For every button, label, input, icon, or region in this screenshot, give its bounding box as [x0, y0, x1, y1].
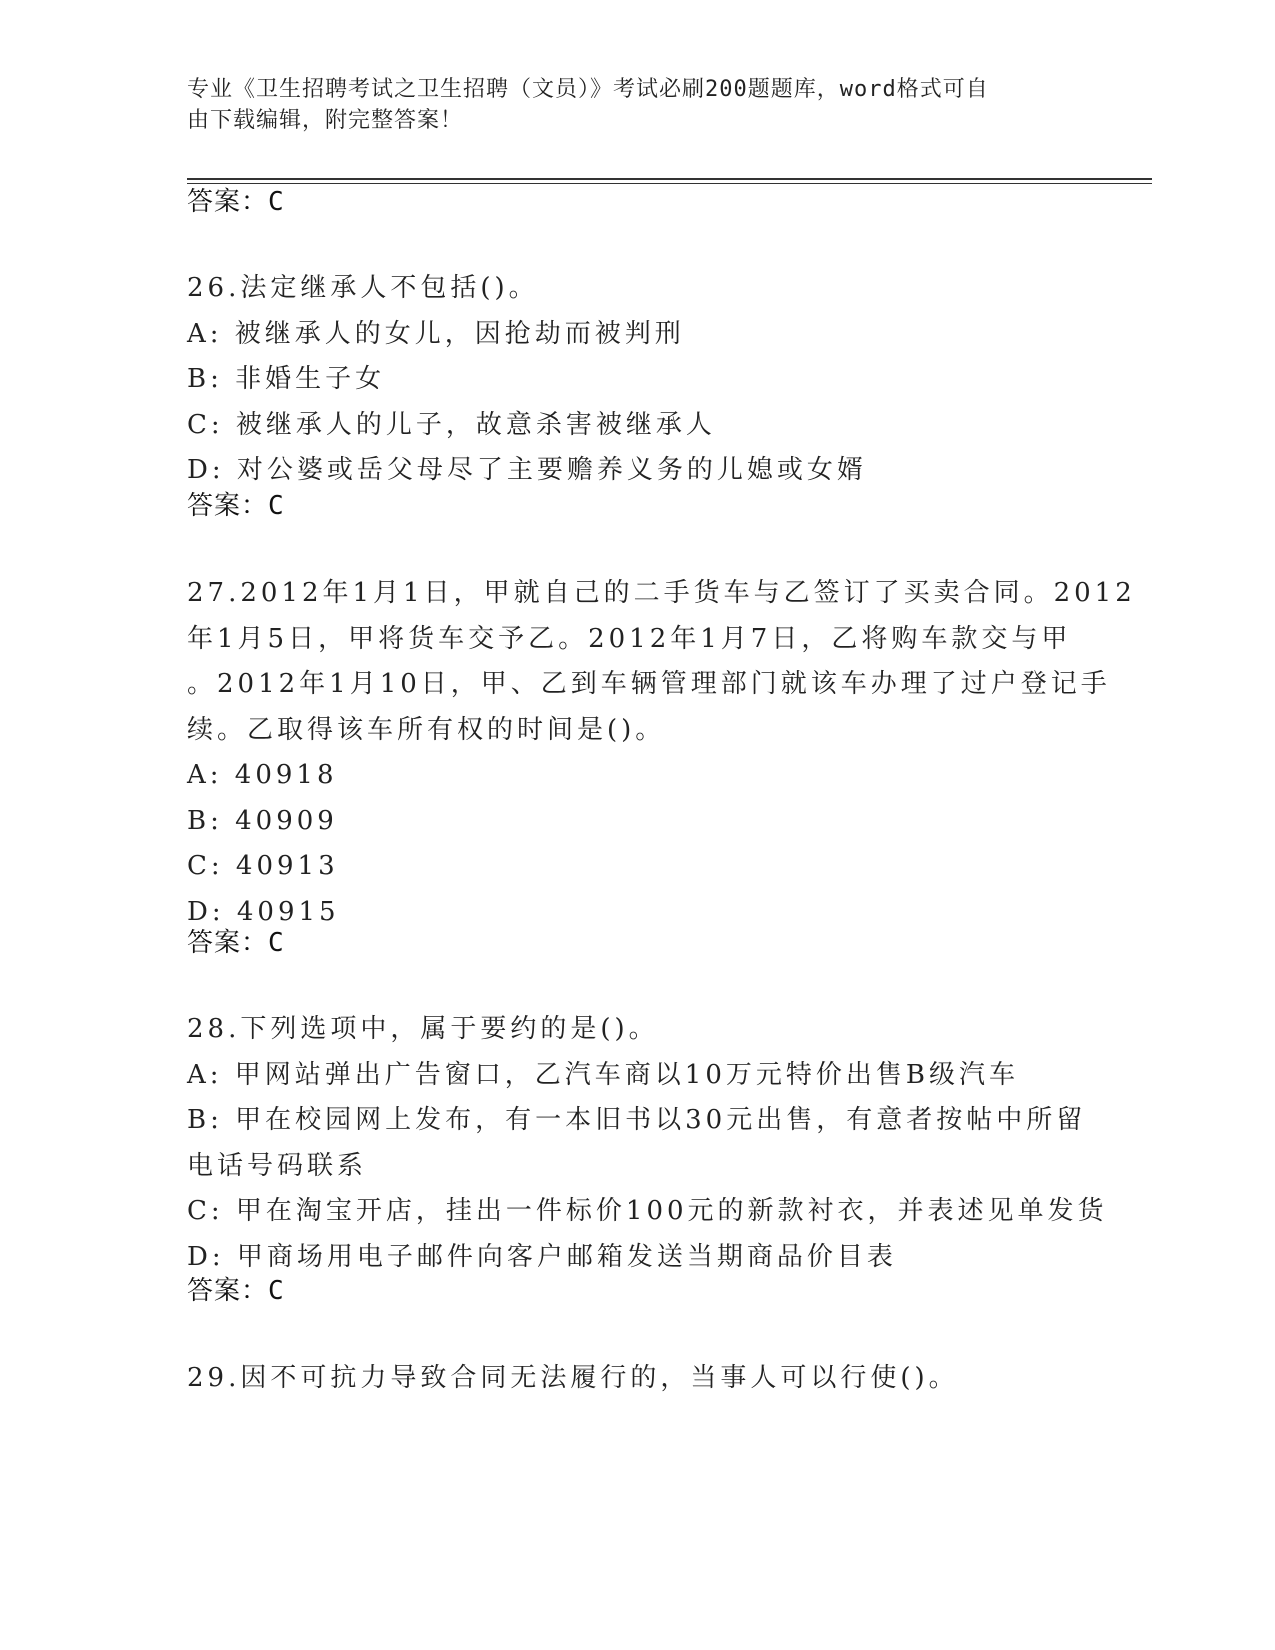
- question-28: [187, 1007, 1108, 1280]
- option-c: C: 40913: [187, 851, 339, 881]
- question-stem-line-1: 27.2012年1月1日，甲就自己的二手货车与乙签订了买卖合同。2012: [187, 578, 1136, 608]
- header-rule-thick: [187, 178, 1152, 180]
- question-stem-line-2: 年1月5日，甲将货车交予乙。2012年1月7日，乙将购车款交与甲: [187, 623, 1072, 654]
- answer-28: 答案：C: [187, 1276, 285, 1306]
- answer-26: 答案：C: [187, 491, 285, 521]
- answer-27: 答案：C: [187, 928, 285, 958]
- option-c: C: 甲在淘宝开店，挂出一件标价100元的新款衬衣，并表述见单发货: [187, 1196, 1108, 1226]
- question-stem-line-4: 续。乙取得该车所有权的时间是()。: [187, 714, 666, 745]
- answer-25: 答案：C: [187, 187, 285, 217]
- question-26: [187, 266, 1087, 494]
- option-d: D: 40915: [187, 896, 340, 927]
- option-a: A: 被继承人的女儿，因抢劫而被判刑: [187, 318, 685, 349]
- header-rule-thin: [187, 183, 1152, 184]
- option-c: C: 被继承人的儿子，故意杀害被继承人: [187, 409, 716, 440]
- option-b-line-1: B: 甲在校园网上发布，有一本旧书以30元出售，有意者按帖中所留: [187, 1105, 1087, 1135]
- question-stem: 28.下列选项中，属于要约的是()。: [187, 1014, 659, 1044]
- question-stem: 29.因不可抗力导致合同无法履行的，当事人可以行使()。: [187, 1363, 959, 1393]
- question-stem: 26.法定继承人不包括()。: [187, 273, 539, 303]
- page-header: [187, 74, 1067, 136]
- header-line-1: 专业《卫生招聘考试之卫生招聘（文员）》考试必刷200题题库，word格式可自: [187, 77, 989, 102]
- option-b-line-2: 电话号码联系: [187, 1150, 368, 1181]
- option-a: A: 甲网站弹出广告窗口，乙汽车商以10万元特价出售B级汽车: [187, 1059, 1019, 1090]
- question-29: [187, 1356, 1087, 1402]
- option-d: D: 对公婆或岳父母尽了主要赡养义务的儿媳或女婿: [187, 455, 867, 485]
- option-a: A: 40918: [187, 760, 338, 790]
- question-27: [187, 571, 1136, 935]
- option-b: B: 非婚生子女: [187, 364, 386, 394]
- option-d: D: 甲商场用电子邮件向客户邮箱发送当期商品价目表: [187, 1241, 897, 1272]
- question-stem-line-3: 。2012年1月10日，甲、乙到车辆管理部门就该车办理了过户登记手: [187, 669, 1111, 699]
- option-b: B: 40909: [187, 805, 338, 836]
- header-line-2: 由下载编辑，附完整答案！: [187, 108, 464, 133]
